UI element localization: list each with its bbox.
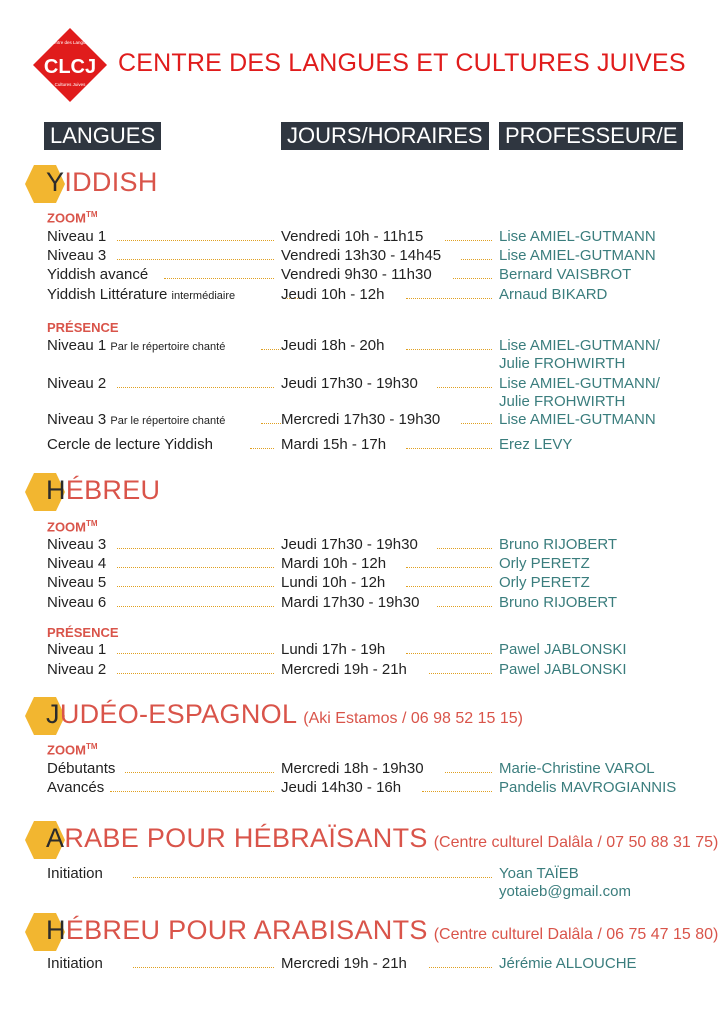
teacher-name (499, 286, 607, 304)
course-label: Niveau 2 (47, 375, 107, 392)
course-name (47, 411, 225, 428)
page-title: CENTRE DES LANGUES ET CULTURES JUIVES (118, 49, 686, 77)
section-title (46, 915, 718, 946)
teacher-name (499, 594, 617, 612)
course-name (47, 555, 106, 572)
course-name (47, 266, 148, 283)
dot-leader (117, 387, 274, 388)
course-subtitle: intermédiaire (171, 290, 236, 302)
zoom-label (47, 519, 98, 534)
teacher-label: Pawel JABLONSKI (499, 661, 627, 678)
section-title-rest: ÉBREU POUR ARABISANTS (65, 915, 428, 945)
trademark-mark: TM (86, 519, 98, 528)
course-subtitle: Par le répertoire chanté (110, 415, 226, 427)
section-title-rest: ÉBREU (65, 475, 161, 505)
dot-leader (406, 349, 492, 350)
trademark-mark: TM (86, 742, 98, 751)
zoom-label-text: ZOOM (47, 742, 86, 758)
dot-leader (461, 259, 492, 260)
schedule-row (0, 865, 724, 900)
presence-label (47, 320, 119, 335)
zoom-label (47, 210, 98, 225)
teacher-label: Lise AMIEL-GUTMANN (499, 411, 656, 428)
column-header-horaires: JOURS/HORAIRES (281, 122, 489, 150)
course-time: Jeudi 17h30 - 19h30 (281, 375, 418, 392)
section-title-rest: RABE POUR HÉBRAÏSANTS (64, 823, 428, 853)
logo-small-top: Centre des Langues (49, 40, 91, 45)
section-title (46, 699, 523, 730)
dot-leader (445, 772, 492, 773)
course-name (47, 228, 106, 245)
teacher-label: Bernard VAISBROT (499, 266, 632, 283)
course-time: Mardi 15h - 17h (281, 436, 387, 453)
teacher-label: Lise AMIEL-GUTMANN (499, 247, 656, 264)
teacher-name (499, 247, 656, 265)
course-name (47, 536, 106, 553)
course-time: Vendredi 10h - 11h15 (281, 228, 424, 245)
dot-leader (406, 567, 492, 568)
section-title (46, 823, 718, 854)
course-name (47, 955, 103, 972)
teacher-label: Orly PERETZ (499, 555, 590, 572)
course-name (47, 760, 115, 777)
dot-leader (133, 967, 274, 968)
teacher-name (499, 865, 631, 901)
course-name (47, 247, 106, 264)
zoom-label (47, 742, 98, 757)
course-label: Niveau 2 (47, 661, 107, 678)
teacher-name (499, 375, 660, 411)
teacher-name (499, 536, 617, 554)
column-header-langues: LANGUES (44, 122, 161, 150)
dot-leader (117, 567, 274, 568)
teacher-label: Pawel JABLONSKI (499, 641, 627, 658)
teacher-name (499, 266, 631, 284)
trademark-mark: TM (86, 210, 98, 219)
teacher-name (499, 641, 627, 659)
course-time: Jeudi 17h30 - 19h30 (281, 536, 418, 553)
section-title-initial: H (46, 915, 66, 945)
section-note: (Centre culturel Dalâla / 07 50 88 31 75) (433, 834, 719, 851)
course-name (47, 779, 104, 796)
presence-label-text: PRÉSENCE (47, 625, 119, 640)
course-time: Lundi 10h - 12h (281, 574, 386, 591)
dot-leader (429, 967, 492, 968)
teacher-label: Bruno RIJOBERT (499, 594, 618, 611)
section-title-initial: H (46, 475, 66, 505)
course-label: Yiddish Littérature (47, 286, 168, 303)
course-label: Initiation (47, 955, 103, 972)
dot-leader (429, 673, 492, 674)
course-time: Vendredi 9h30 - 11h30 (281, 266, 432, 283)
teacher-name (499, 411, 656, 429)
dot-leader (437, 548, 492, 549)
dot-leader (250, 448, 274, 449)
schedule-row (0, 574, 724, 594)
schedule-row (0, 955, 724, 975)
teacher-label: Lise AMIEL-GUTMANN/ (499, 375, 660, 392)
section-title-initial: Y (46, 167, 65, 197)
zoom-label-text: ZOOM (47, 519, 86, 535)
course-subtitle: Par le répertoire chanté (110, 341, 226, 353)
section-title (46, 167, 164, 198)
section-title-initial: J (46, 699, 60, 729)
teacher-second-line: yotaieb@gmail.com (499, 883, 631, 900)
schedule-row (0, 411, 724, 431)
section-note: (Centre culturel Dalâla / 06 75 47 15 80) (433, 926, 719, 943)
dot-leader (125, 772, 274, 773)
teacher-name (499, 661, 627, 679)
presence-label (47, 625, 119, 640)
course-label: Niveau 3 (47, 536, 107, 553)
schedule-row (0, 286, 724, 306)
course-time: Mercredi 19h - 21h (281, 661, 407, 678)
dot-leader (461, 423, 492, 424)
course-label: Niveau 4 (47, 555, 107, 572)
dot-leader (406, 586, 492, 587)
dot-leader (422, 791, 492, 792)
dot-leader (453, 278, 492, 279)
section-title (46, 475, 166, 506)
schedule-row (0, 594, 724, 614)
teacher-label: Bruno RIJOBERT (499, 536, 618, 553)
dot-leader (117, 653, 274, 654)
logo-text: CLCJ (43, 56, 97, 78)
schedule-row (0, 641, 724, 661)
course-time: Mercredi 19h - 21h (281, 955, 407, 972)
course-name (47, 286, 235, 303)
teacher-label: Erez LEVY (499, 436, 573, 453)
course-time: Mardi 17h30 - 19h30 (281, 594, 420, 611)
course-time: Mardi 10h - 12h (281, 555, 387, 572)
course-name (47, 641, 106, 658)
course-name (47, 594, 106, 611)
course-label: Niveau 1 (47, 641, 107, 658)
teacher-name (499, 555, 590, 573)
teacher-second-line: Julie FROHWIRTH (499, 355, 626, 372)
teacher-label: Yoan TAÏEB (499, 865, 579, 882)
teacher-name (499, 337, 660, 373)
schedule-row (0, 375, 724, 410)
course-time: Mercredi 17h30 - 19h30 (281, 411, 441, 428)
logo-small-bottom: Cultures Juives (54, 82, 86, 87)
teacher-label: Pandelis MAVROGIANNIS (499, 779, 677, 796)
dot-leader (445, 240, 492, 241)
dot-leader (406, 653, 492, 654)
dot-leader (117, 586, 274, 587)
course-label: Niveau 1 (47, 337, 107, 354)
course-time: Jeudi 10h - 12h (281, 286, 385, 303)
section-title-rest: IDDISH (64, 167, 158, 197)
presence-label-text: PRÉSENCE (47, 320, 119, 335)
course-label: Cercle de lecture Yiddish (47, 436, 213, 453)
teacher-label: Orly PERETZ (499, 574, 590, 591)
teacher-name (499, 955, 637, 973)
column-header-professeur: PROFESSEUR/E (499, 122, 683, 150)
dot-leader (117, 673, 274, 674)
teacher-label: Arnaud BIKARD (499, 286, 608, 303)
schedule-row (0, 436, 724, 456)
course-label: Yiddish avancé (47, 266, 149, 283)
course-label: Niveau 1 (47, 228, 107, 245)
course-name (47, 574, 106, 591)
course-time: Jeudi 18h - 20h (281, 337, 385, 354)
schedule-row (0, 536, 724, 556)
dot-leader (117, 259, 274, 260)
teacher-label: Jérémie ALLOUCHE (499, 955, 637, 972)
teacher-name (499, 779, 676, 797)
schedule-row (0, 266, 724, 286)
dot-leader (406, 298, 492, 299)
schedule-row (0, 779, 724, 799)
section-title-initial: A (46, 823, 65, 853)
teacher-name (499, 436, 572, 454)
course-label: Débutants (47, 760, 116, 777)
schedule-row (0, 760, 724, 780)
dot-leader (117, 548, 274, 549)
course-name (47, 865, 103, 882)
dot-leader (110, 791, 274, 792)
course-label: Niveau 3 (47, 411, 107, 428)
course-time: Vendredi 13h30 - 14h45 (281, 247, 442, 264)
course-name (47, 661, 106, 678)
dot-leader (133, 877, 492, 878)
course-name (47, 436, 213, 453)
schedule-row (0, 555, 724, 575)
section-note: (Aki Estamos / 06 98 52 15 15) (303, 710, 523, 727)
dot-leader (261, 349, 281, 350)
course-time: Jeudi 14h30 - 16h (281, 779, 402, 796)
schedule-row (0, 247, 724, 267)
course-time: Lundi 17h - 19h (281, 641, 386, 658)
teacher-name (499, 760, 655, 778)
course-label: Avancés (47, 779, 105, 796)
teacher-label: Lise AMIEL-GUTMANN (499, 228, 656, 245)
course-time: Mercredi 18h - 19h30 (281, 760, 424, 777)
course-label: Niveau 3 (47, 247, 107, 264)
teacher-name (499, 574, 590, 592)
dot-leader (261, 423, 281, 424)
course-label: Niveau 5 (47, 574, 107, 591)
zoom-label-text: ZOOM (47, 210, 86, 226)
schedule-row (0, 228, 724, 248)
dot-leader (437, 606, 492, 607)
teacher-label: Marie-Christine VAROL (499, 760, 655, 777)
course-label: Initiation (47, 865, 103, 882)
schedule-row (0, 661, 724, 681)
dot-leader (437, 387, 492, 388)
dot-leader (164, 278, 274, 279)
teacher-label: Lise AMIEL-GUTMANN/ (499, 337, 660, 354)
section-title-rest: UDÉO-ESPAGNOL (59, 699, 298, 729)
clcj-logo (32, 27, 108, 103)
teacher-name (499, 228, 656, 246)
course-name (47, 337, 225, 354)
dot-leader (117, 240, 274, 241)
course-name (47, 375, 106, 392)
dot-leader (117, 606, 274, 607)
course-label: Niveau 6 (47, 594, 107, 611)
schedule-row (0, 337, 724, 372)
teacher-second-line: Julie FROHWIRTH (499, 393, 626, 410)
dot-leader (406, 448, 492, 449)
